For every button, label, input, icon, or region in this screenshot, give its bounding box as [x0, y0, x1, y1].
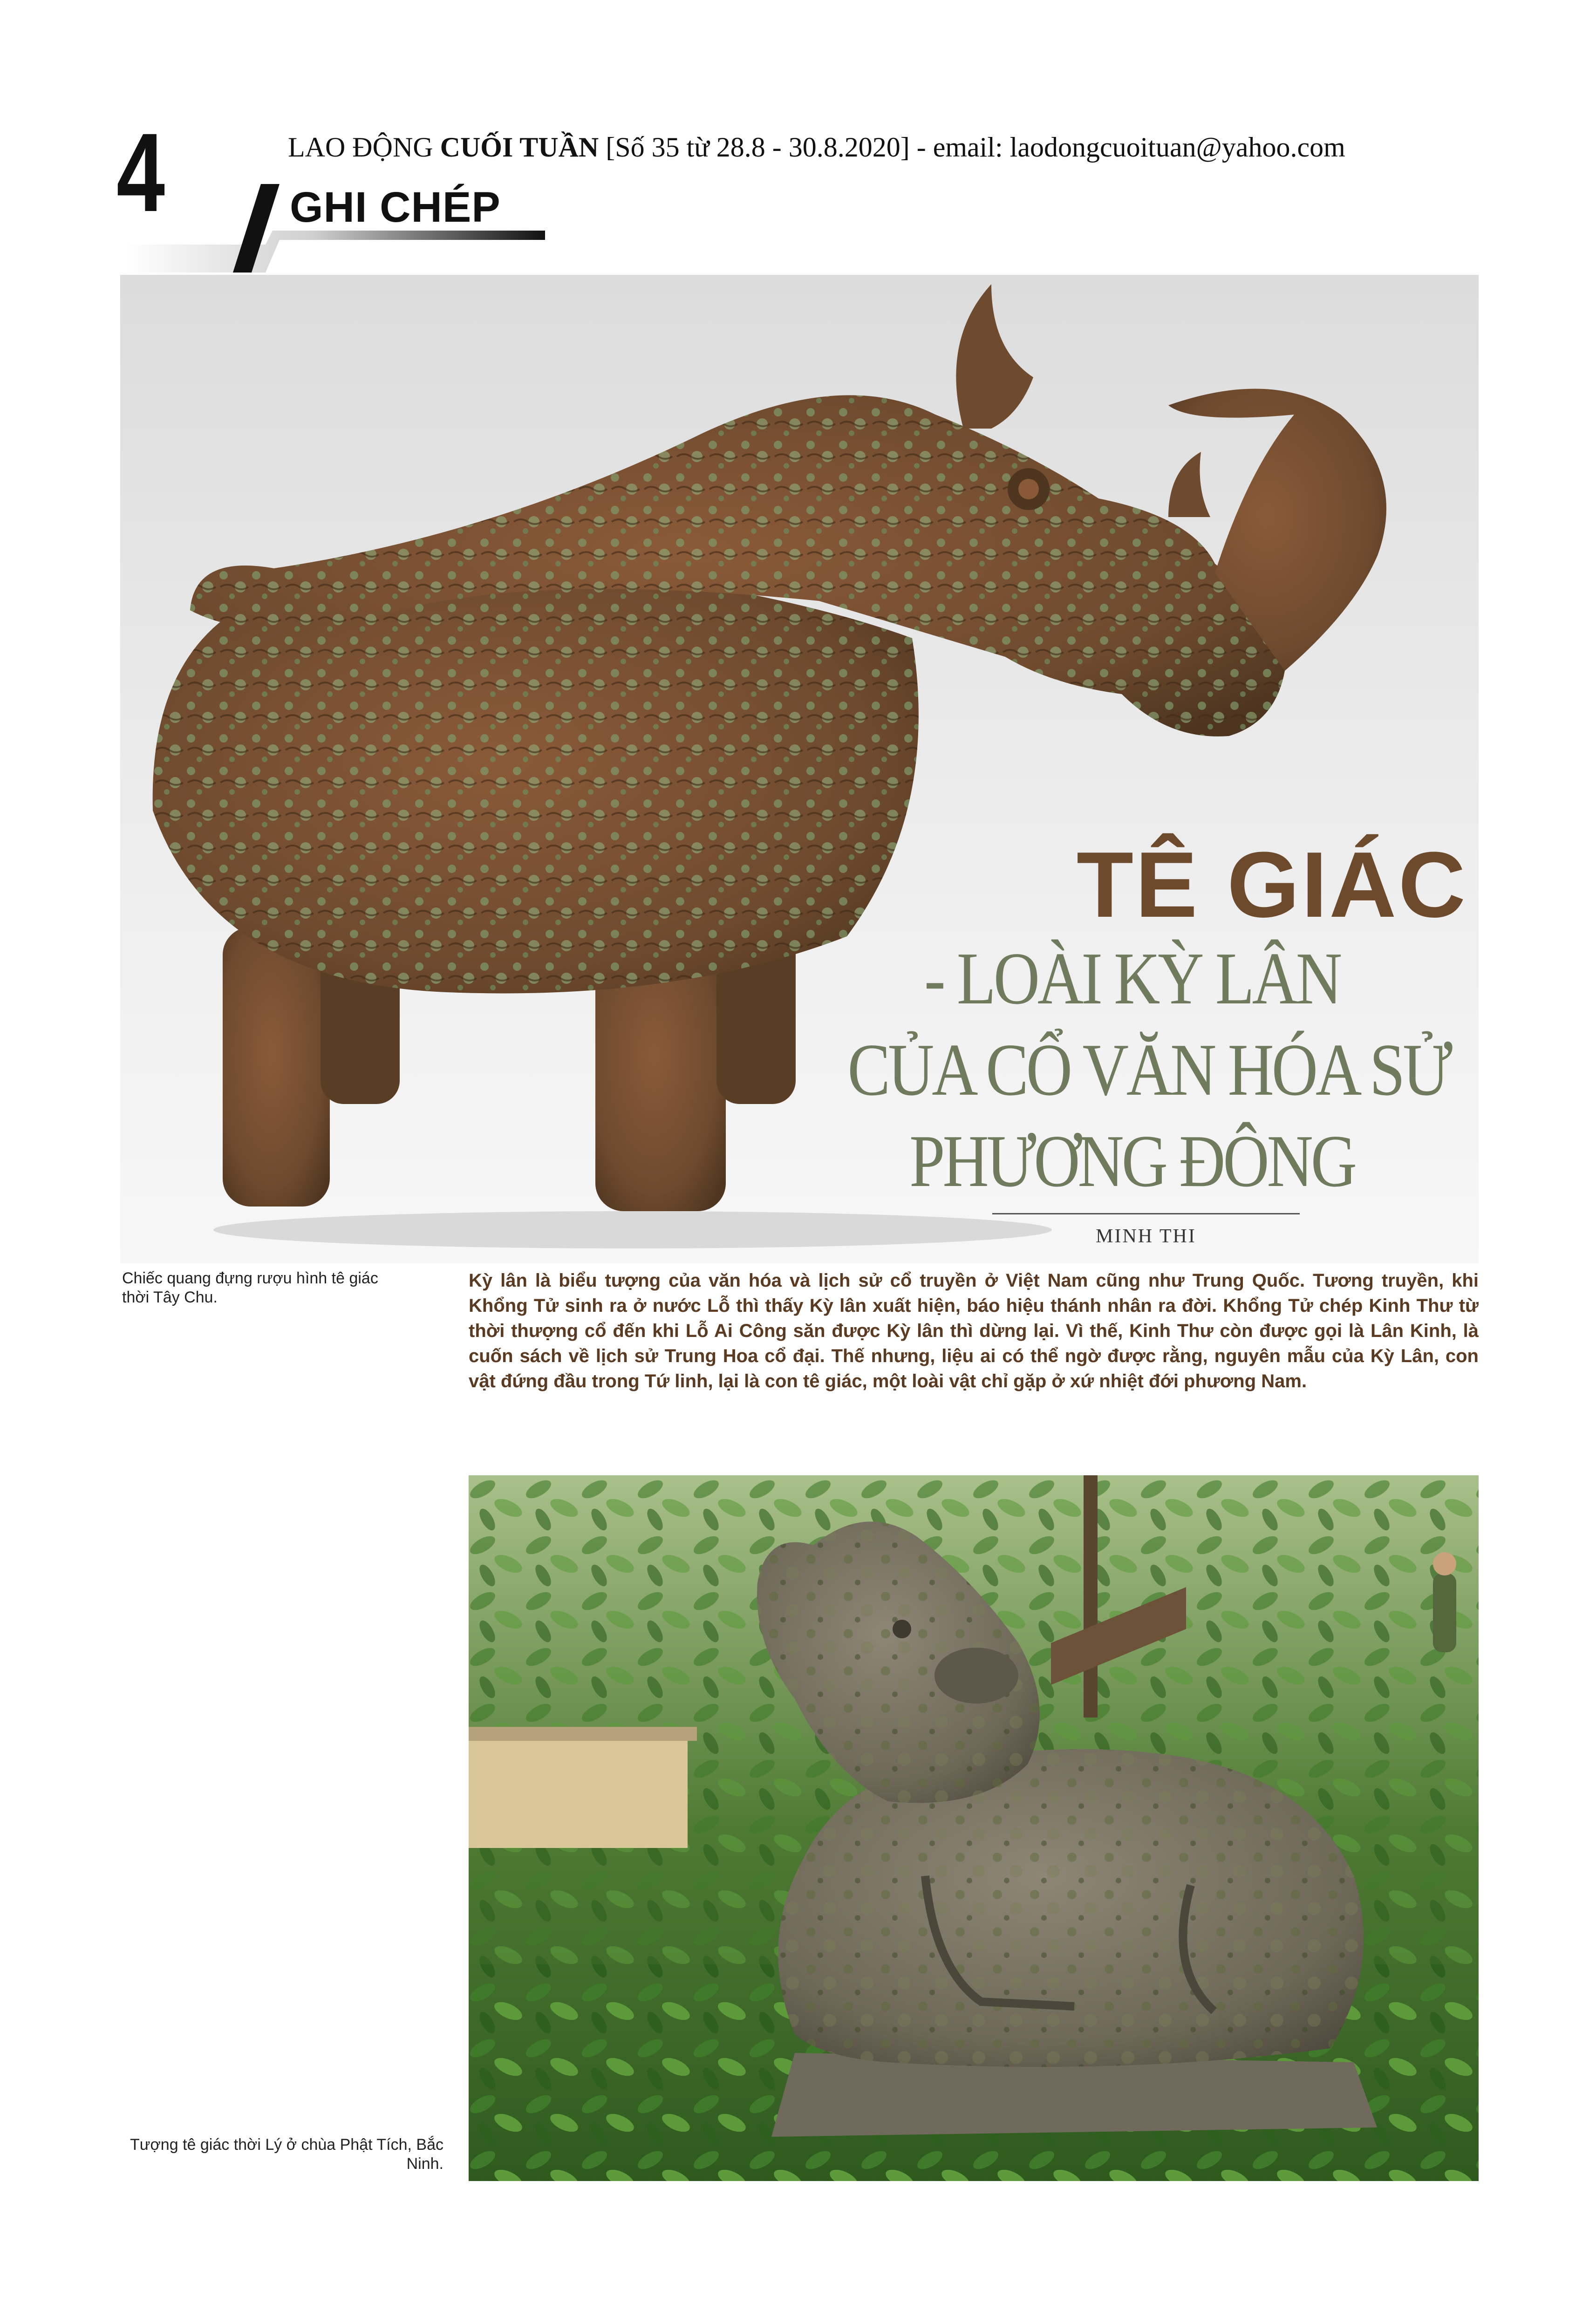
masthead-prefix: LAO ĐỘNG	[288, 132, 440, 163]
section-label: GHI CHÉP	[290, 184, 501, 231]
article-lede: Kỳ lân là biểu tượng của văn hóa và lịch sử cổ truyền ở Việt Nam cũng như Trung Quốc. Tương truyền, khi Khổng Tử sinh ra ở nước Lỗ thì thấy Kỳ lân xuất hiện, báo hiệu thánh nhân ra đời. Khổng Tử chép Kinh Thư từ thời thượng cổ đến khi Lỗ Ai Công săn được Kỳ lân thì dừng lại. Vì thế, Kinh Thư còn được gọi là Lân Kinh, là cuốn sách về lịch sử Trung Hoa cổ đại. Thế nhưng, liệu ai có thể ngờ được rằng, nguyên mẫu của Kỳ Lân, con vật đứng đầu trong Tứ linh, lại là con tê giác, một loài vật chỉ gặp ở xứ nhiệt đới phương Nam.	[469, 1270, 1479, 1391]
page-number: 4	[116, 110, 163, 235]
masthead-issue: [Số 35 từ 28.8 - 30.8.2020] - email: laodongcuoituan@yahoo.com	[599, 132, 1345, 163]
byline: MINH THI	[1096, 1226, 1196, 1247]
byline-rule	[992, 1213, 1300, 1214]
title-line-1: - LOÀI KỲ LÂN	[924, 937, 1340, 1020]
title-line-2: CỦA CỔ VĂN HÓA SỬ	[847, 1028, 1450, 1111]
photo-caption-1: Chiếc quang đựng rượu hình tê giác thời Tây Chu.	[122, 1269, 378, 1306]
article-title-subtitle	[847, 937, 1450, 1215]
article-title-main: TÊ GIÁC	[1076, 833, 1467, 937]
masthead-title: CUỐI TUẦN	[440, 132, 599, 163]
title-line-3: PHƯƠNG ĐÔNG	[909, 1119, 1355, 1202]
photo-caption-2: Tượng tê giác thời Lý ở chùa Phật Tích, Bắc Ninh.	[130, 2136, 443, 2173]
stone-rhino-statue-photo	[469, 1475, 1479, 2181]
masthead	[288, 131, 1345, 164]
